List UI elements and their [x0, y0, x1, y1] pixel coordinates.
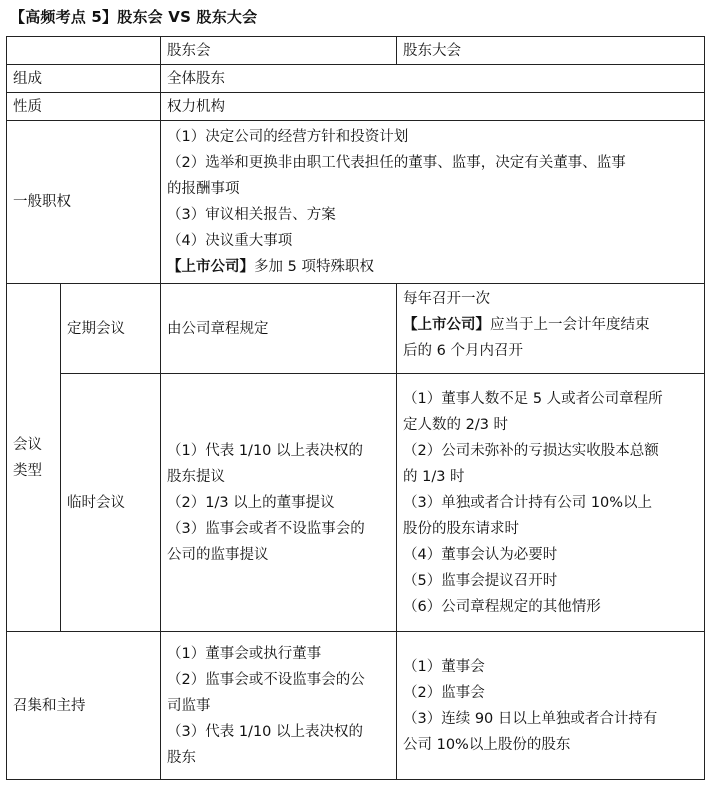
convene-col2-line: （2）监事会 — [403, 684, 485, 701]
composition-label: 组成 — [7, 65, 161, 93]
convene-col1-line: （3）代表 1/10 以上表决权的 — [167, 723, 364, 740]
convene-col1-line: 司监事 — [167, 697, 211, 714]
convene-col2-line: 公司 10%以上股份的股东 — [403, 736, 571, 753]
interim-col2-line: 定人数的 2/3 时 — [403, 416, 509, 433]
interim-meeting-col2 — [397, 374, 705, 632]
interim-meeting-row — [7, 374, 705, 632]
interim-col1-line: （3）监事会或者不设监事会的 — [167, 520, 365, 537]
interim-col2-line: （3）单独或者合计持有公司 10%以上 — [403, 494, 653, 511]
regular-meeting-col2 — [397, 284, 705, 374]
convene-row — [7, 632, 705, 780]
duties-content — [161, 121, 705, 284]
interim-col2-line: （2）公司未弥补的亏损达实收股本总额 — [403, 442, 659, 459]
interim-col2-line: （6）公司章程规定的其他情形 — [403, 598, 601, 615]
interim-col2-line: 的 1/3 时 — [403, 468, 465, 485]
regular-line-text: 应当于上一会计年度结束 — [490, 317, 650, 333]
convene-col1 — [161, 632, 397, 780]
interim-meeting-label: 临时会议 — [61, 374, 161, 632]
interim-col2-line: （4）董事会认为必要时 — [403, 546, 558, 563]
convene-col2 — [397, 632, 705, 780]
convene-col1-line: （2）监事会或不设监事会的公 — [167, 671, 365, 688]
nature-label: 性质 — [7, 93, 161, 121]
composition-row — [7, 65, 705, 93]
regular-line: 每年召开一次 — [403, 291, 490, 307]
duty-item: （2）选举和更换非由职工代表担任的董事、监事，决定有关董事、监事 — [167, 155, 626, 171]
header-shareholders-meeting: 股东会 — [161, 37, 397, 65]
interim-col1-line: 股东提议 — [167, 468, 225, 485]
composition-value: 全体股东 — [161, 65, 705, 93]
regular-meeting-col1: 由公司章程规定 — [161, 284, 397, 374]
interim-meeting-col1 — [161, 374, 397, 632]
comparison-table — [6, 36, 705, 780]
regular-line — [403, 312, 698, 338]
nature-value: 权力机构 — [161, 93, 705, 121]
regular-line: 后的 6 个月内召开 — [403, 343, 523, 359]
header-empty-cell — [7, 37, 161, 65]
nature-row — [7, 93, 705, 121]
meeting-type-label-line2: 类型 — [13, 462, 42, 479]
duties-label: 一般职权 — [7, 121, 161, 284]
convene-col2-line: （1）董事会 — [403, 658, 485, 675]
listed-company-tag: 【上市公司】 — [167, 259, 254, 275]
header-row — [7, 37, 705, 65]
duty-listed-line — [167, 254, 698, 280]
interim-col2-line: 股份的股东请求时 — [403, 520, 519, 537]
regular-meeting-row — [7, 284, 705, 374]
interim-col2-line: （5）监事会提议召开时 — [403, 572, 558, 589]
header-general-meeting: 股东大会 — [397, 37, 705, 65]
meeting-type-label-line1: 会议 — [13, 436, 42, 453]
page-title: 【高频考点 5】股东会 VS 股东大会 — [10, 8, 258, 26]
duty-item: （3）审议相关报告、方案 — [167, 207, 336, 223]
regular-meeting-label: 定期会议 — [61, 284, 161, 374]
convene-col2-line: （3）连续 90 日以上单独或者合计持有 — [403, 710, 658, 727]
convene-col1-line: （1）董事会或执行董事 — [167, 645, 322, 662]
listed-company-tag: 【上市公司】 — [403, 317, 490, 333]
duty-item: （4）决议重大事项 — [167, 233, 293, 249]
duty-item: （1）决定公司的经营方针和投资计划 — [167, 129, 409, 145]
duties-row — [7, 121, 705, 284]
convene-col1-line: 股东 — [167, 749, 196, 766]
convene-label: 召集和主持 — [7, 632, 161, 780]
duty-item: 的报酬事项 — [167, 181, 240, 197]
meeting-type-label — [7, 284, 61, 632]
interim-col2-line: （1）董事人数不足 5 人或者公司章程所 — [403, 390, 663, 407]
listed-company-text: 多加 5 项特殊职权 — [254, 259, 374, 275]
interim-col1-line: （2）1/3 以上的董事提议 — [167, 494, 335, 511]
interim-col1-line: （1）代表 1/10 以上表决权的 — [167, 442, 364, 459]
interim-col1-line: 公司的监事提议 — [167, 546, 269, 563]
